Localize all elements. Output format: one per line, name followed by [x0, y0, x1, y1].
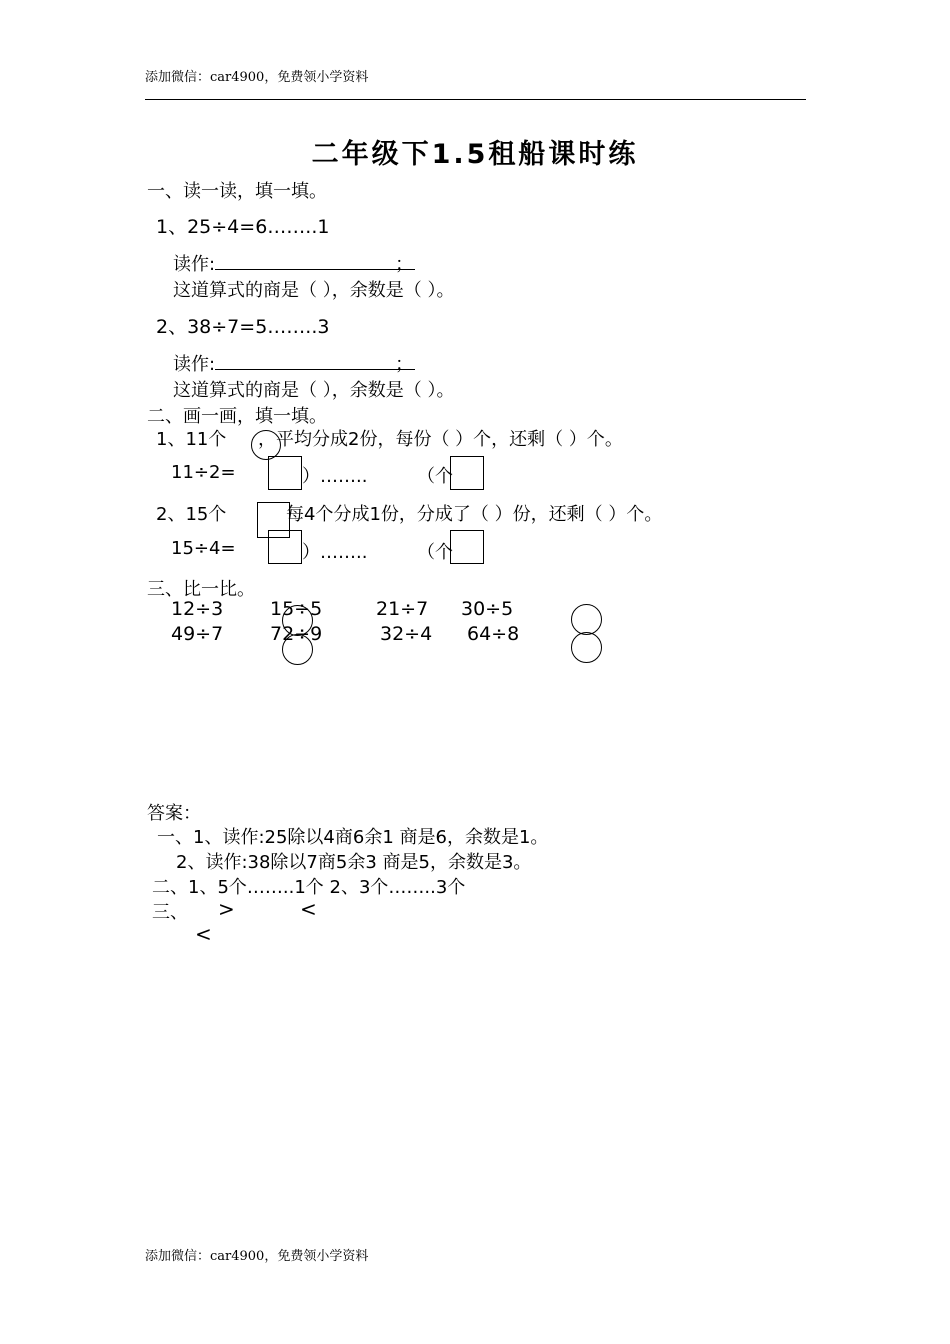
answer-line-4-label: 三、	[152, 902, 188, 923]
q1-read-end: ；	[395, 254, 414, 275]
s2-q1-unit: （个	[417, 466, 453, 487]
s2-q2-unit: （个	[417, 542, 453, 563]
section1-heading: 一、读一读，填一填。	[147, 181, 327, 202]
compare-circle-r2-a[interactable]	[282, 634, 313, 665]
header-rule	[145, 99, 806, 100]
q1-sentence: 这道算式的商是（ ），余数是（ ）。	[173, 280, 455, 301]
answers-heading: 答案：	[147, 803, 201, 824]
q2-read-blank[interactable]	[215, 353, 415, 370]
s2-q2-remainder-box[interactable]	[450, 530, 484, 564]
s2-q1-expression: 11÷2=	[171, 462, 236, 483]
compare-r2-c1: 49÷7	[171, 623, 224, 645]
s2-q1-text-a: 1、11个	[156, 429, 227, 450]
s2-q2-text-a: 2、15个	[156, 504, 227, 525]
q2-read-end: ；	[395, 354, 414, 375]
answer-line-4-a: >	[218, 897, 235, 921]
compare-r1-c1: 12÷3	[171, 598, 224, 620]
s2-q2-quotient-box[interactable]	[268, 530, 302, 564]
compare-r2-c4: 64÷8	[467, 623, 520, 645]
answer-line-5: <	[195, 922, 212, 946]
s2-q2-paren: ）……..	[302, 542, 368, 563]
s2-q1-quotient-box[interactable]	[268, 456, 302, 490]
compare-r1-c4: 30÷5	[461, 598, 514, 620]
s2-q2-expression: 15÷4=	[171, 538, 236, 559]
compare-circle-r2-b[interactable]	[571, 632, 602, 663]
q1-read-label: 读作:	[173, 254, 216, 275]
compare-r2-c3: 32÷4	[380, 623, 433, 645]
answer-line-1: 一、1、读作:25除以4商6余1 商是6，余数是1。	[157, 827, 549, 848]
q2-read-label: 读作:	[173, 354, 216, 375]
s2-q1-remainder-box[interactable]	[450, 456, 484, 490]
q2-read-line	[173, 350, 413, 376]
footer-text: 添加微信：car4900，免费领小学资料	[145, 1249, 369, 1264]
s2-q2-text-b: 每4个分成1份，分成了（ ）份，还剩（ ）个。	[286, 504, 663, 525]
s2-q1-text-b: ，平均分成2份，每份（ ）个，还剩（ ）个。	[258, 429, 623, 450]
q1-read-blank[interactable]	[215, 253, 415, 270]
q1-expression: 1、25÷4=6……..1	[156, 216, 330, 238]
compare-r1-c3: 21÷7	[376, 598, 429, 620]
compare-r1-c2: 15÷5	[270, 598, 323, 620]
answer-line-2: 2、读作:38除以7商5余3 商是5，余数是3。	[176, 852, 532, 873]
q2-sentence: 这道算式的商是（ ），余数是（ ）。	[173, 380, 455, 401]
section3-heading: 三、比一比。	[147, 579, 255, 600]
s2-q1-paren: ）……..	[302, 466, 368, 487]
compare-circle-r1-a[interactable]	[282, 605, 313, 636]
answer-line-4-b: <	[300, 897, 317, 921]
compare-circle-r1-b[interactable]	[571, 604, 602, 635]
compare-r2-c2: 72÷9	[270, 623, 323, 645]
q2-expression: 2、38÷7=5……..3	[156, 316, 330, 338]
header-text: 添加微信：car4900，免费领小学资料	[145, 70, 369, 85]
q1-read-line	[173, 250, 413, 276]
answer-line-3: 二、1、5个……..1个 2、3个……..3个	[152, 877, 466, 898]
page-title: 二年级下1.5租船课时练	[311, 139, 639, 170]
section2-heading: 二、画一画，填一填。	[147, 406, 327, 427]
